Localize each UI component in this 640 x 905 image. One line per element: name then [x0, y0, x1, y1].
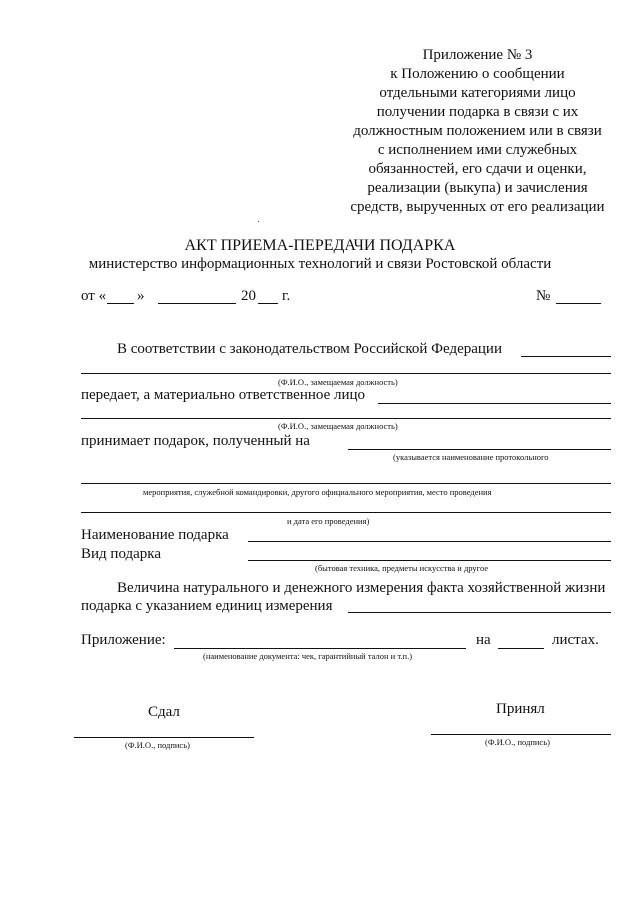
- attachment-sheets: листах.: [552, 632, 599, 648]
- accordance-text: В соответствии с законодательством Российской Федерации: [117, 341, 502, 357]
- giver-field-line-1[interactable]: [521, 356, 611, 357]
- appendix-line: должностным положением или в связи: [353, 123, 602, 139]
- caption-signature-right: (Ф.И.О., подпись): [485, 737, 550, 747]
- attachment-field[interactable]: [174, 648, 466, 649]
- transfers-text: передает, а материально ответственное лицо: [81, 387, 366, 403]
- received-signature-field[interactable]: [431, 734, 611, 735]
- month-field[interactable]: [158, 303, 236, 304]
- responsible-field-line-2[interactable]: [81, 418, 611, 419]
- caption-event: мероприятия, служебной командировки, другого официального мероприятия, место проведения: [143, 487, 492, 497]
- sheets-count-field[interactable]: [498, 648, 544, 649]
- gift-name-label: Наименование подарка: [81, 527, 229, 543]
- appendix-line: отдельными категориями лицо: [379, 85, 576, 101]
- appendix-line: средств, вырученных от его реализации: [350, 199, 605, 215]
- date-quote-close: »: [137, 288, 145, 304]
- day-field[interactable]: [107, 303, 134, 304]
- magnitude-text-1: Величина натурального и денежного измерения факта хозяйственной жизни: [117, 580, 606, 596]
- caption-fio-position: (Ф.И.О., замещаемая должность): [278, 377, 398, 387]
- caption-signature-left: (Ф.И.О., подпись): [125, 740, 190, 750]
- appendix-line: реализации (выкупа) и зачисления: [367, 180, 588, 196]
- gift-type-field[interactable]: [248, 560, 611, 561]
- event-field-line-1[interactable]: [348, 449, 611, 450]
- gift-name-field[interactable]: [248, 541, 611, 542]
- magnitude-field[interactable]: [348, 612, 611, 613]
- appendix-line: с исполнением ими служебных: [377, 142, 578, 158]
- received-label: Принял: [496, 701, 545, 717]
- number-label: №: [536, 288, 551, 304]
- caption-date: и дата его проведения): [287, 516, 370, 526]
- year-prefix: 20: [241, 288, 256, 304]
- caption-doc: (наименование документа: чек, гарантийный талон и т.п.): [203, 651, 413, 661]
- document-subtitle: министерство информационных технологий и связи Ростовской области: [88, 256, 552, 272]
- year-field[interactable]: [258, 303, 278, 304]
- attachment-label: Приложение:: [81, 632, 166, 648]
- appendix-line: Приложение № 3: [422, 47, 533, 63]
- number-field[interactable]: [556, 303, 601, 304]
- appendix-line: получении подарка в связи с их: [376, 104, 579, 120]
- event-field-line-3[interactable]: [81, 512, 611, 513]
- magnitude-text-2: подарка с указанием единиц измерения: [81, 598, 333, 614]
- document-title: АКТ ПРИЕМА-ПЕРЕДАЧИ ПОДАРКА: [184, 237, 456, 254]
- caption-type: (бытовая техника, предметы искусства и другое: [315, 563, 489, 573]
- appendix-line: к Положению о сообщении: [390, 66, 565, 82]
- gift-type-label: Вид подарка: [81, 546, 162, 562]
- year-suffix: г.: [282, 288, 291, 304]
- accepts-text: принимает подарок, полученный на: [81, 433, 310, 449]
- caption-fio-position: (Ф.И.О., замещаемая должность): [278, 421, 398, 431]
- appendix-line: обязанностей, его сдачи и оценки,: [368, 161, 587, 177]
- event-field-line-2[interactable]: [81, 483, 611, 484]
- handed-over-signature-field[interactable]: [74, 737, 254, 738]
- giver-field-line-2[interactable]: [81, 373, 611, 374]
- scan-speck: [258, 221, 259, 222]
- handed-over-label: Сдал: [148, 704, 180, 720]
- date-from-label: от «: [81, 288, 107, 304]
- attachment-on: на: [476, 632, 491, 648]
- caption-protocol: (указывается наименование протокольного: [393, 452, 549, 462]
- responsible-field-line-1[interactable]: [378, 403, 611, 404]
